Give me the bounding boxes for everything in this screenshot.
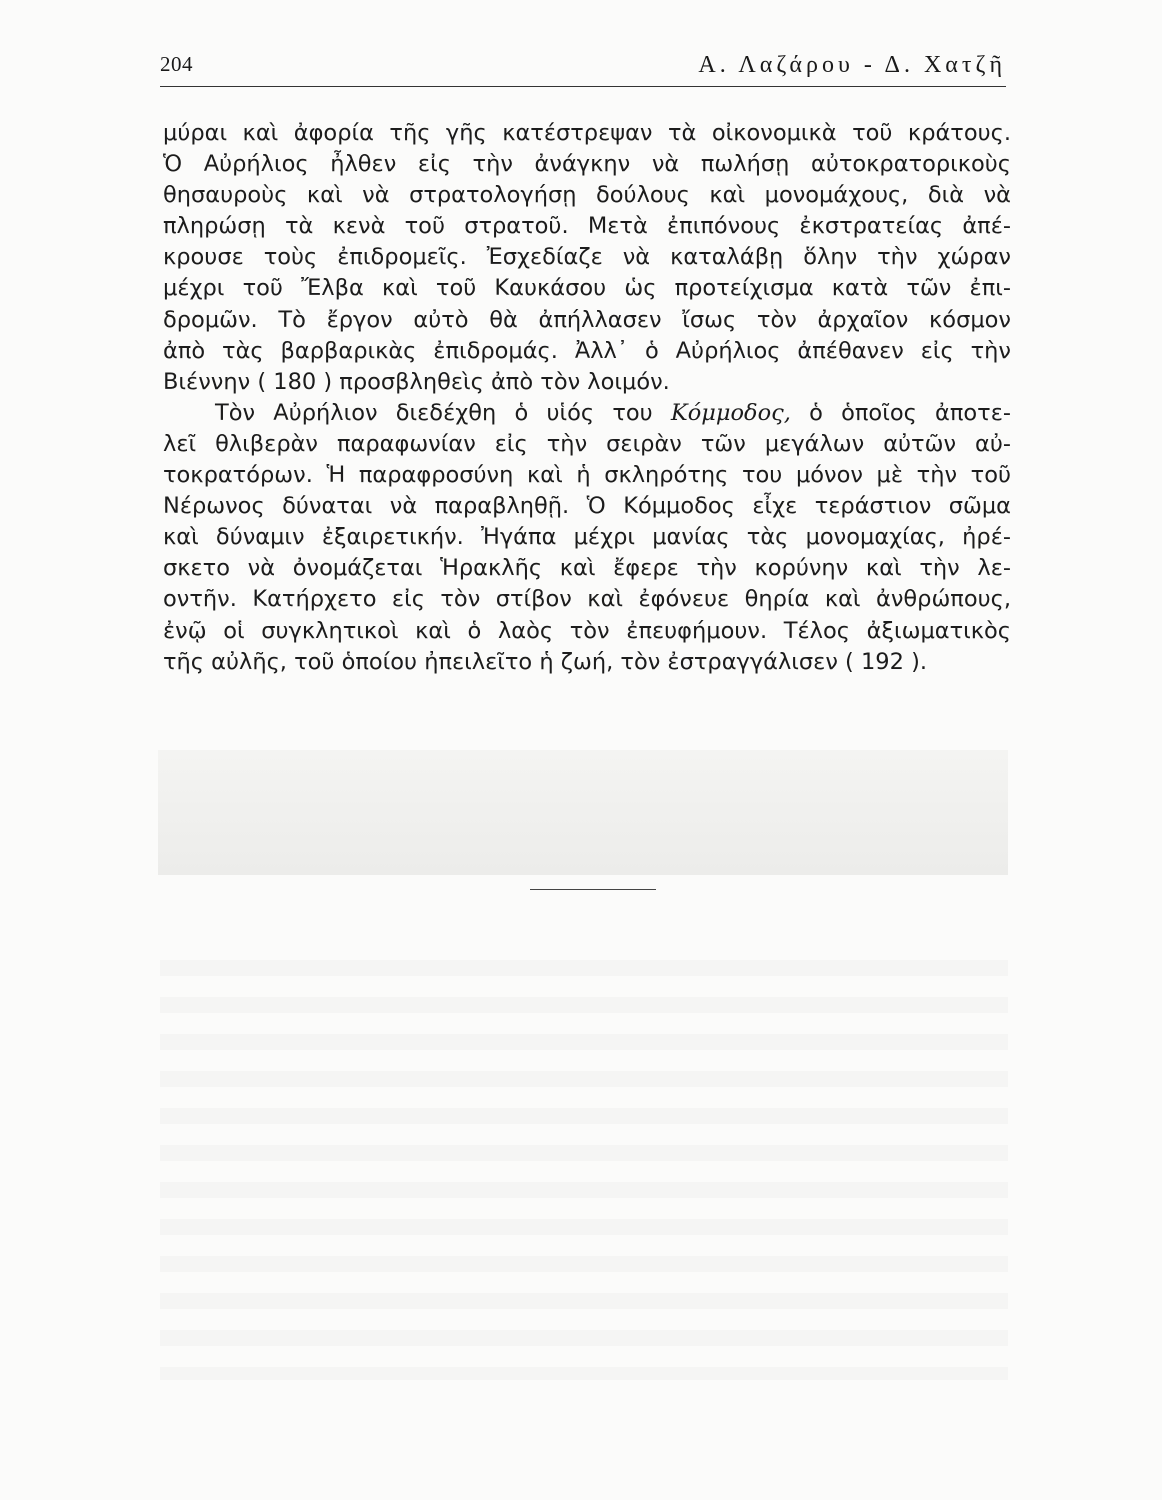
page-number: 204: [160, 52, 193, 76]
text-line: Νέρωνος δύναται νὰ παραβληθῇ. Ὁ Κόμμοδος εἶχε τεράστιον σῶμα: [163, 493, 1011, 520]
text-line: κρουσε τοὺς ἐπιδρομεῖς. Ἐσχεδίαζε νὰ καταλάβῃ ὅλην τὴν χώραν: [163, 244, 1011, 271]
text-line: μέχρι τοῦ Ἔλβα καὶ τοῦ Καυκάσου ὡς προτείχισμα κατὰ τῶν ἐπι-: [163, 275, 1011, 302]
text-fragment: Τὸν Αὐρήλιον διεδέχθη ὁ υἱός του: [215, 399, 671, 426]
text-line: τοκρατόρων. Ἡ παραφροσύνη καὶ ἡ σκληρότης του μόνον μὲ τὴν τοῦ: [163, 462, 1011, 489]
text-line: ἐνῷ οἱ συγκλητικοὶ καὶ ὁ λαὸς τὸν ἐπευφήμουν. Τέλος ἀξιωματικὸς: [163, 617, 1011, 644]
text-line-first: [163, 398, 1011, 429]
text-line: καὶ δύναμιν ἐξαιρετικήν. Ἠγάπα μέχρι μανίας τὰς μονομαχίας, ἠρέ-: [163, 524, 1011, 551]
text-line: οντῆν. Κατήρχετο εἰς τὸν στίβον καὶ ἐφόνευε θηρία καὶ ἀνθρώπους,: [163, 586, 1011, 613]
text-fragment: ὁ ὁποῖος ἀποτε-: [790, 399, 1011, 426]
text-line: δρομῶν. Τὸ ἔργον αὐτὸ θὰ ἀπήλλασεν ἴσως τὸν ἀρχαῖον κόσμον: [163, 306, 1011, 333]
page-header: [160, 52, 1006, 82]
text-line: Ὁ Αὐρήλιος ἦλθεν εἰς τὴν ἀνάγκην νὰ πωλήσῃ αὐτοκρατορικοὺς: [163, 151, 1011, 178]
text-line: μύραι καὶ ἀφορία τῆς γῆς κατέστρεψαν τὰ οἰκονομικὰ τοῦ κράτους.: [163, 120, 1011, 146]
text-line: πληρώσῃ τὰ κενὰ τοῦ στρατοῦ. Μετὰ ἐπιπόνους ἐκστρατείας ἀπέ-: [163, 213, 1011, 240]
italic-name: Κόμμοδος,: [670, 399, 791, 426]
verso-bleed-through-text: [160, 960, 1008, 1380]
section-end-rule: [530, 889, 656, 890]
verso-bleed-through-image: [158, 750, 1008, 875]
text-line: λεῖ θλιβερὰν παραφωνίαν εἰς τὴν σειρὰν τῶν μεγάλων αὐτῶν αὐ-: [163, 430, 1011, 457]
text-line: Βιέννην ( 180 ) προσβληθεὶς ἀπὸ τὸν λοιμόν.: [163, 368, 670, 395]
running-head: Α. Λαζάρου - Δ. Χατζῆ: [698, 52, 1006, 78]
text-line: σκετο νὰ ὀνομάζεται Ἡρακλῆς καὶ ἔφερε τὴν κορύνην καὶ τὴν λε-: [163, 555, 1011, 582]
body-text: [163, 118, 1011, 678]
text-line: θησαυροὺς καὶ νὰ στρατολογήσῃ δούλους καὶ μονομάχους, διὰ νὰ: [163, 182, 1011, 209]
paragraph-1: [163, 118, 1011, 398]
text-line: τῆς αὐλῆς, τοῦ ὁποίου ἠπειλεῖτο ἡ ζωή, τὸν ἐστραγγάλισεν ( 192 ).: [163, 648, 928, 675]
text-line: ἀπὸ τὰς βαρβαρικὰς ἐπιδρομάς. Ἀλλ᾽ ὁ Αὐρήλιος ἀπέθανεν εἰς τὴν: [163, 337, 1011, 364]
header-rule: [160, 86, 1006, 87]
paragraph-2: [163, 398, 1011, 678]
